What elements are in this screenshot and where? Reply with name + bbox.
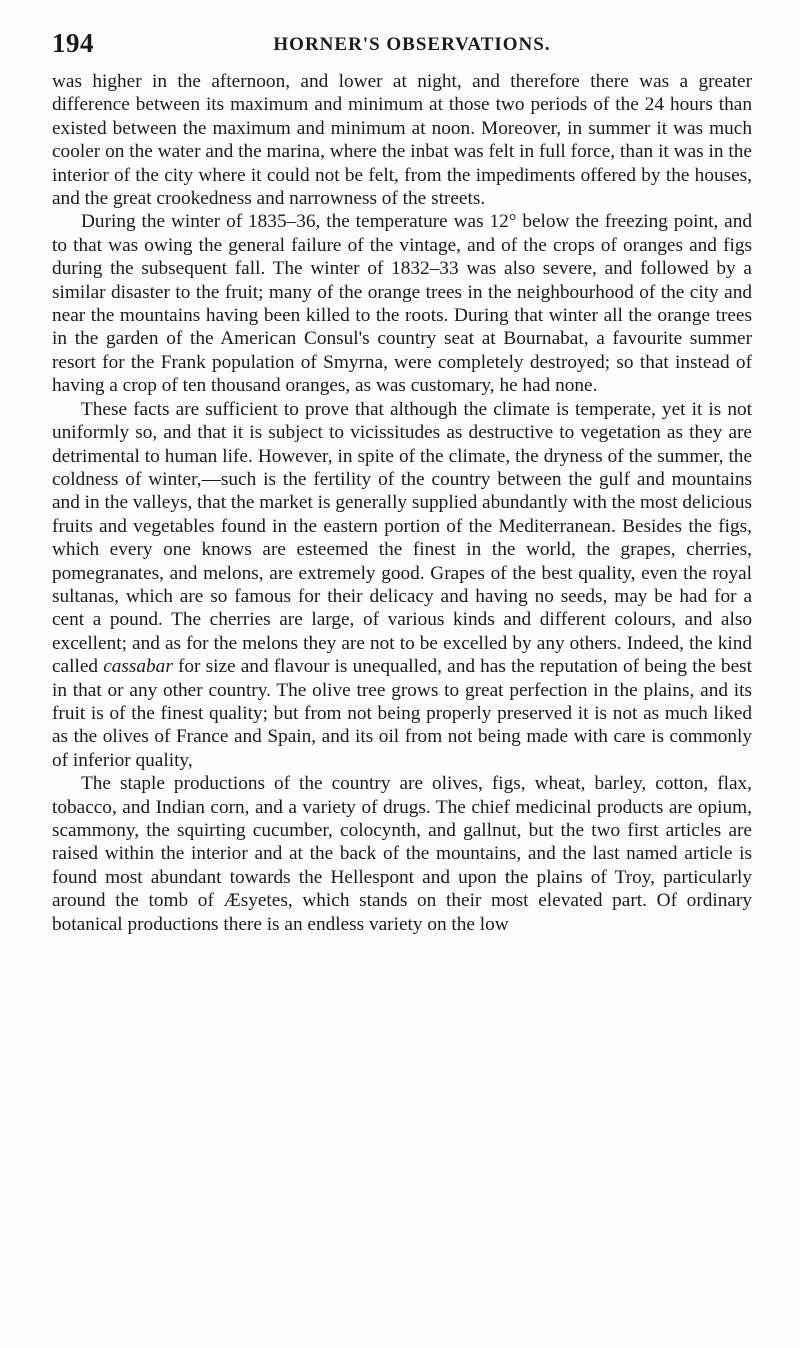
running-head: HORNER'S OBSERVATIONS. [273, 34, 551, 55]
page-header [52, 28, 752, 62]
paragraph-climate-continued: was higher in the afternoon, and lower at night, and therefore there was a greater difference between its maximum and minimum at those two periods of the 24 hours than existed between the maximum and minimum at noon. Moreover, in summer it was much cooler on the water and the marina, where the inbat was felt in full force, than it was in the interior of the city where it could not be felt, from the impediments offered by the houses, and the great crookedness and narrowness of the streets. [52, 71, 752, 210]
paragraph-fruits [52, 398, 752, 773]
body-text [52, 70, 752, 936]
melon-variety-name: cassabar [103, 656, 173, 678]
paragraph-fruits-text-2: for size and flavour is unequalled, and has the reputation of being the best in that or any other country. The olive tree grows to great perfection in the plains, and its fruit is of the finest quality; but from not being properly preserved it is not as much liked as the olives of France and Spain, and its oil from not being made with care is commonly of inferior quality, [52, 656, 752, 771]
page-number: 194 [52, 28, 94, 58]
paragraph-fruits-text-1: These facts are sufficient to prove that although the climate is temperate, yet it is not uniformly so, and that it is subject to vicissitudes as destructive to vegetation as they are detrimental to human life. However, in spite of the climate, the dryness of the summer, the coldness of winter,—such is the fertility of the country between the gulf and mountains and in the valleys, that the market is generally supplied abundantly with the most delicious fruits and vegetables found in the eastern portion of the Mediterranean. Besides the figs, which every one knows are esteemed the finest in the world, the grapes, cherries, pomegranates, and melons, are extremely good. Grapes of the best quality, even the royal sultanas, which are so famous for their delicacy and having no seeds, may be had for a cent a pound. The cherries are large, of various kinds and different colours, and also excellent; and as for the melons they are not to be excelled by any others. Indeed, the kind called [52, 398, 752, 678]
paragraph-staple-productions: The staple productions of the country are olives, figs, wheat, barley, cotton, flax, tobacco, and Indian corn, and a variety of drugs. The chief medicinal products are opium, scammony, the squirting cucumber, colocynth, and gallnut, but the two first articles are raised within the interior and at the back of the mountains, and the last named article is found most abundant towards the Hellespont and upon the plains of Troy, particularly around the tomb of Æsyetes, which stands on their most elevated part. Of ordinary botanical productions there is an endless variety on the low [52, 773, 752, 935]
paragraph-winter-failures: During the winter of 1835–36, the temperature was 12° below the freezing point, and to that was owing the general failure of the vintage, and of the crops of oranges and figs during the subsequent fall. The winter of 1832–33 was also severe, and followed by a similar disaster to the fruit; many of the orange trees in the neighbourhood of the city and near the mountains having been killed to the roots. During that winter all the orange trees in the garden of the American Consul's country seat at Bournabat, a favourite summer resort for the Frank population of Smyrna, were completely destroyed; so that instead of having a crop of ten thousand oranges, as was customary, he had none. [52, 211, 752, 397]
